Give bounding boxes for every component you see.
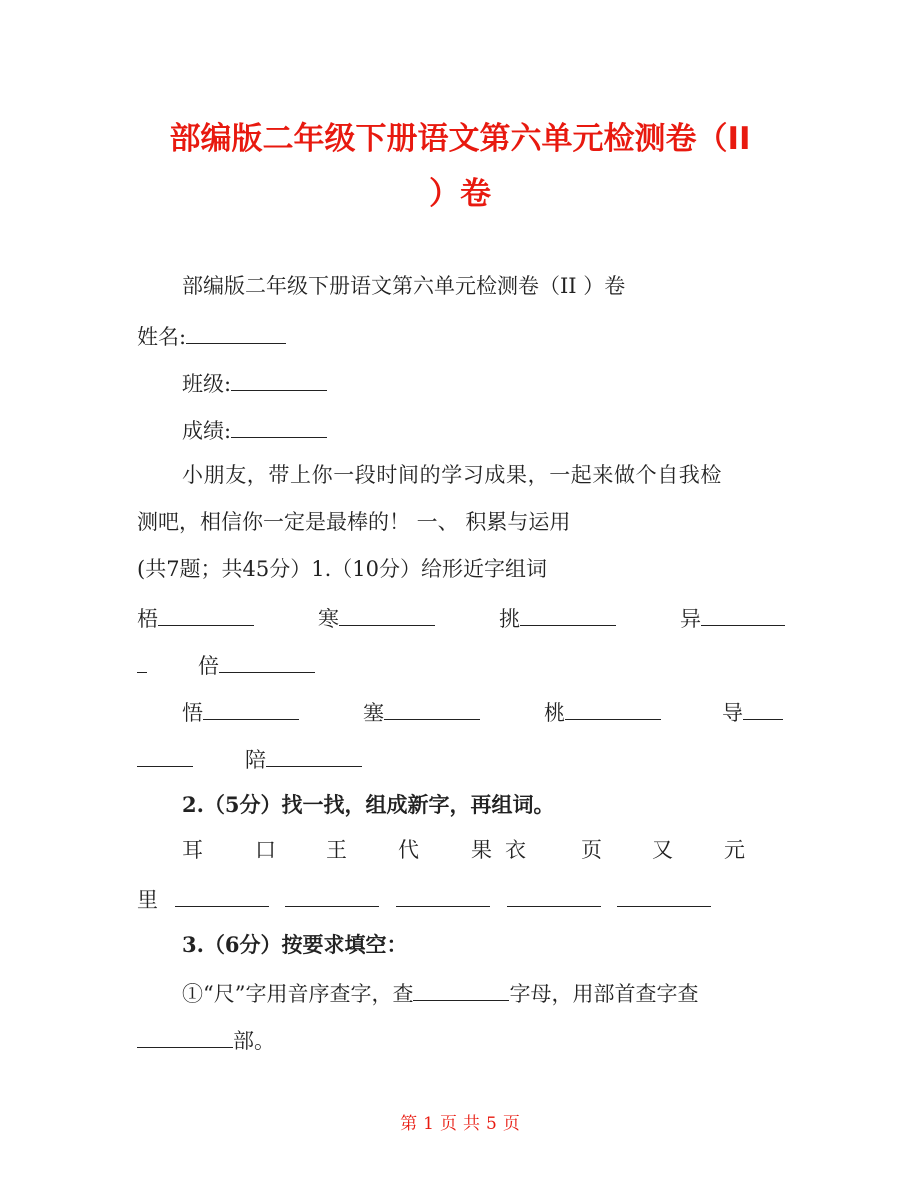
footer-total-pages: 5 bbox=[486, 1114, 497, 1134]
q1-blank bbox=[137, 653, 147, 673]
q3-text-a: ①“尺”字用音序查字，查 bbox=[182, 982, 414, 1006]
doc-title-line1: 部编版二年级下册语文第六单元检测卷（II bbox=[169, 121, 751, 157]
section-heading: (共7题；共45分）1.（10分）给形近字组词 bbox=[137, 557, 548, 581]
q3-text-c: 部。 bbox=[233, 1029, 275, 1053]
q1-char: 导 bbox=[722, 701, 743, 725]
footer-text: 页 bbox=[440, 1114, 457, 1134]
q1-item bbox=[544, 700, 661, 724]
q1-item bbox=[318, 606, 435, 630]
q1-item bbox=[137, 606, 254, 630]
q3-text-b: 字母，用部首查字查 bbox=[509, 982, 699, 1006]
q1-blank bbox=[701, 606, 785, 626]
q3-blank bbox=[413, 981, 509, 1001]
q1-blank bbox=[565, 700, 661, 720]
q2-last-char: 里 bbox=[137, 888, 158, 912]
class-field bbox=[182, 371, 327, 395]
class-label: 班级: bbox=[182, 372, 232, 396]
doc-title-line2: ）卷 bbox=[429, 176, 491, 212]
q3-line2 bbox=[137, 1028, 275, 1052]
q1-char: 挑 bbox=[499, 607, 520, 631]
q1-blank bbox=[219, 653, 315, 673]
q1-blank bbox=[266, 747, 362, 767]
footer-text: 第 bbox=[400, 1114, 418, 1134]
class-blank bbox=[231, 371, 327, 391]
q1-item bbox=[137, 747, 193, 771]
name-label: 姓名: bbox=[137, 325, 187, 349]
q2-char: 衣 bbox=[505, 838, 526, 862]
q2-char: 果 bbox=[471, 838, 492, 862]
footer-text: 共 bbox=[463, 1114, 480, 1134]
q2-blank bbox=[175, 887, 269, 907]
q2-char: 代 bbox=[398, 838, 419, 862]
q1-char: 悟 bbox=[182, 701, 203, 725]
q1-char: 倍 bbox=[198, 654, 219, 678]
name-field bbox=[137, 324, 286, 348]
q2-blanks-row bbox=[137, 887, 711, 911]
q2-blank bbox=[285, 887, 379, 907]
score-field bbox=[182, 418, 327, 442]
q2-char: 王 bbox=[326, 838, 347, 862]
q1-item bbox=[499, 606, 616, 630]
q1-char: 异 bbox=[680, 607, 701, 631]
q2-char: 页 bbox=[581, 838, 602, 862]
q1-item bbox=[198, 653, 315, 677]
q2-blank bbox=[617, 887, 711, 907]
q2-blank bbox=[507, 887, 601, 907]
q3-line1 bbox=[182, 981, 698, 1005]
q3-heading: 3.（6分）按要求填空： bbox=[182, 932, 408, 957]
q1-item bbox=[722, 700, 783, 724]
q3-blank bbox=[137, 1028, 233, 1048]
page-footer bbox=[0, 1116, 920, 1133]
q1-item bbox=[680, 606, 785, 630]
q1-item bbox=[137, 653, 147, 677]
q1-char: 塞 bbox=[363, 701, 384, 725]
q1-blank bbox=[339, 606, 435, 626]
q1-char: 寒 bbox=[318, 607, 339, 631]
q1-char: 桃 bbox=[544, 701, 565, 725]
q1-blank bbox=[743, 700, 783, 720]
q1-blank bbox=[203, 700, 299, 720]
q1-char: 陪 bbox=[245, 748, 266, 772]
q1-item bbox=[245, 747, 362, 771]
q1-item bbox=[182, 700, 299, 724]
subtitle: 部编版二年级下册语文第六单元检测卷（II ）卷 bbox=[182, 274, 626, 298]
q1-char: 梧 bbox=[137, 607, 158, 631]
intro-line2: 测吧，相信你一定是最棒的！ 一、 积累与运用 bbox=[137, 510, 571, 534]
q1-blank bbox=[158, 606, 254, 626]
score-label: 成绩: bbox=[182, 419, 232, 443]
intro-line1: 小朋友，带上你一段时间的学习成果，一起来做个自我检 bbox=[182, 463, 722, 487]
q2-blank bbox=[396, 887, 490, 907]
footer-text: 页 bbox=[502, 1114, 520, 1134]
q2-char: 又 bbox=[652, 838, 673, 862]
name-blank bbox=[186, 324, 286, 344]
footer-page-number: 1 bbox=[423, 1114, 434, 1134]
score-blank bbox=[231, 418, 327, 438]
q1-blank bbox=[137, 747, 193, 767]
q2-char: 元 bbox=[724, 838, 745, 862]
q1-item bbox=[363, 700, 480, 724]
q1-blank bbox=[520, 606, 616, 626]
q2-char: 口 bbox=[255, 838, 276, 862]
q2-char: 耳 bbox=[182, 838, 203, 862]
q2-heading: 2.（5分）找一找，组成新字，再组词。 bbox=[182, 792, 555, 817]
q1-blank bbox=[384, 700, 480, 720]
